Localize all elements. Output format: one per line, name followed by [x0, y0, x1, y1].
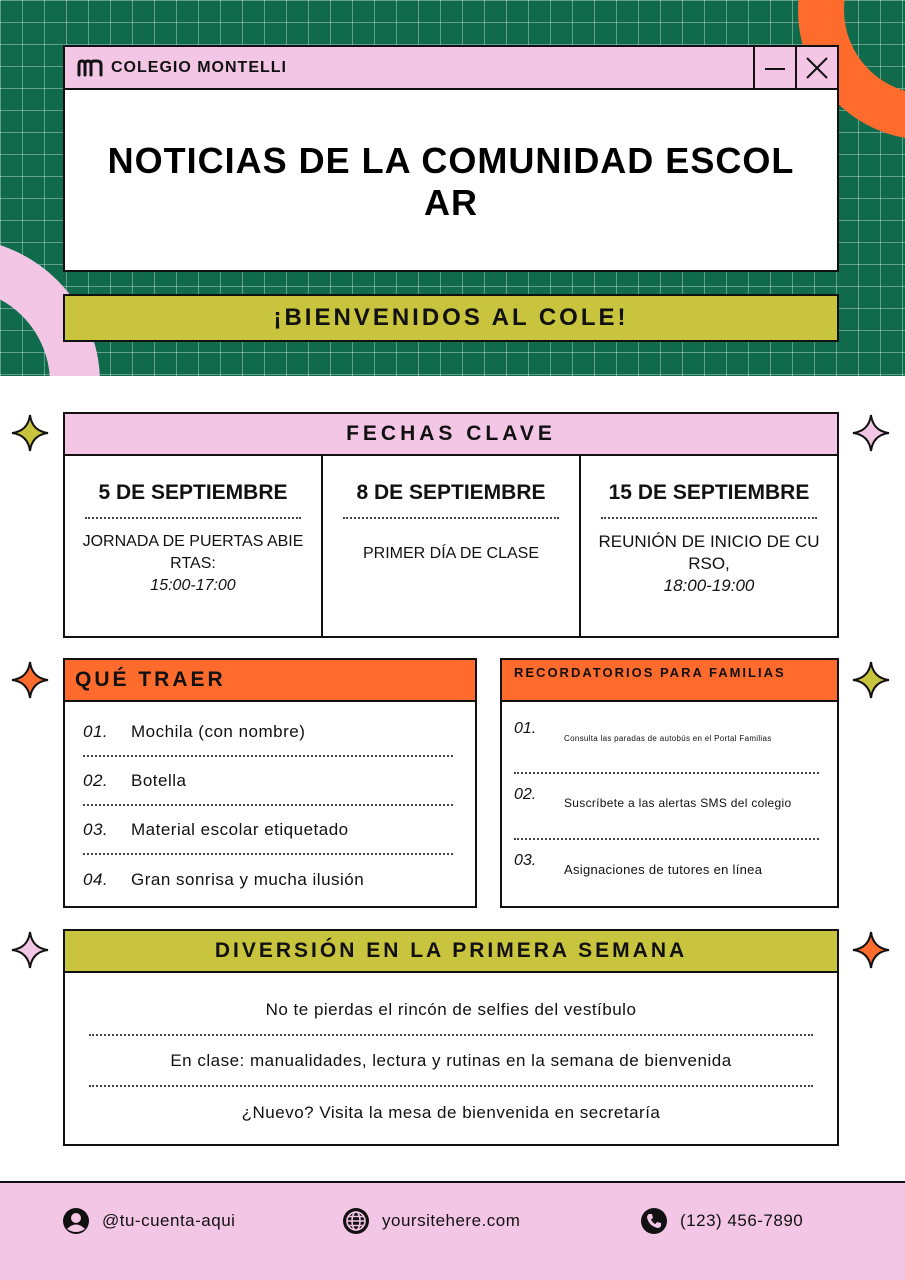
item-number: 02. [83, 770, 109, 790]
montelli-logo-icon [77, 59, 103, 77]
list-item [83, 806, 453, 855]
item-text: Asignaciones de tutores en línea [564, 862, 763, 877]
social-link[interactable] [62, 1207, 235, 1235]
family-reminders-heading: RECORDATORIOS PARA FAMILIAS [502, 660, 837, 702]
key-date: 15 DE SEPTIEMBRE [608, 481, 810, 504]
sparkle-icon [10, 413, 50, 453]
item-number: 03. [83, 819, 109, 839]
list-item [83, 708, 453, 757]
globe-icon [342, 1207, 370, 1235]
dotted-divider [343, 517, 559, 519]
list-item [83, 855, 453, 904]
school-name: COLEGIO MONTELLI [111, 58, 287, 76]
website-link[interactable] [342, 1207, 520, 1235]
title-window [63, 45, 839, 272]
item-number: 02. [514, 786, 537, 803]
item-text: Gran sonrisa y mucha ilusión [131, 869, 365, 889]
key-date: 5 DE SEPTIEMBRE [98, 481, 288, 504]
key-date-time: 15:00-17:00 [150, 577, 236, 594]
dotted-divider [85, 517, 301, 519]
phone-number: (123) 456-7890 [680, 1211, 804, 1230]
list-item [514, 708, 819, 774]
item-number: 03. [514, 852, 537, 869]
item-number: 01. [83, 721, 109, 741]
item-text: Botella [131, 770, 187, 790]
first-week-fun-heading: DIVERSIÓN EN LA PRIMERA SEMANA [65, 931, 837, 973]
item-number: 04. [83, 869, 109, 889]
welcome-banner: ¡BIENVENIDOS AL COLE! [63, 294, 839, 342]
list-item [514, 840, 819, 906]
social-handle: @tu-cuenta-aqui [102, 1211, 236, 1230]
list-item [83, 757, 453, 806]
key-date-item [323, 456, 581, 636]
list-item: En clase: manualidades, lectura y rutinas en la semana de bienvenida [89, 1036, 813, 1087]
key-date: 8 DE SEPTIEMBRE [356, 481, 546, 504]
key-date-item [581, 456, 837, 636]
sparkle-icon [10, 930, 50, 970]
dotted-divider [601, 517, 817, 519]
user-icon [62, 1207, 90, 1235]
list-item: No te pierdas el rincón de selfies del vestíbulo [89, 985, 813, 1036]
sparkle-icon [851, 930, 891, 970]
key-dates-heading: FECHAS CLAVE [65, 414, 837, 456]
sparkle-icon [10, 660, 50, 700]
list-item: ¿Nuevo? Visita la mesa de bienvenida en secretaría [241, 1102, 661, 1122]
sparkle-icon [851, 660, 891, 700]
minimize-icon [763, 56, 787, 80]
what-to-bring-section [63, 658, 477, 908]
item-text: Mochila (con nombre) [131, 721, 306, 741]
key-date-time: 18:00-19:00 [663, 576, 755, 595]
footer [0, 1181, 905, 1280]
phone-icon [640, 1207, 668, 1235]
close-button[interactable] [795, 47, 837, 88]
page-title: NOTICIAS DE LA COMUNIDAD ESCOLAR [107, 140, 795, 223]
key-dates-section [63, 412, 839, 638]
what-to-bring-heading: QUÉ TRAER [65, 660, 475, 702]
sparkle-icon [851, 413, 891, 453]
key-date-description: PRIMER DÍA DE CLASE [362, 545, 540, 562]
family-reminders-section [500, 658, 839, 908]
item-number: 01. [514, 720, 537, 737]
minimize-button[interactable] [753, 47, 795, 88]
phone-link[interactable] [640, 1207, 803, 1235]
window-title-bar [65, 47, 837, 90]
key-date-description: REUNIÓN DE INICIO DE CURSO, [598, 532, 820, 573]
list-item [514, 774, 819, 840]
key-date-item [65, 456, 323, 636]
item-text: Suscríbete a las alertas SMS del colegio [564, 796, 792, 810]
item-text: Consulta las paradas de autobús en el Portal Familias [564, 734, 772, 743]
first-week-fun-section [63, 929, 839, 1146]
website-url: yoursitehere.com [382, 1211, 521, 1230]
close-icon [805, 56, 829, 80]
key-date-description: JORNADA DE PUERTAS ABIERTAS: [82, 533, 304, 572]
item-text: Material escolar etiquetado [131, 819, 349, 839]
